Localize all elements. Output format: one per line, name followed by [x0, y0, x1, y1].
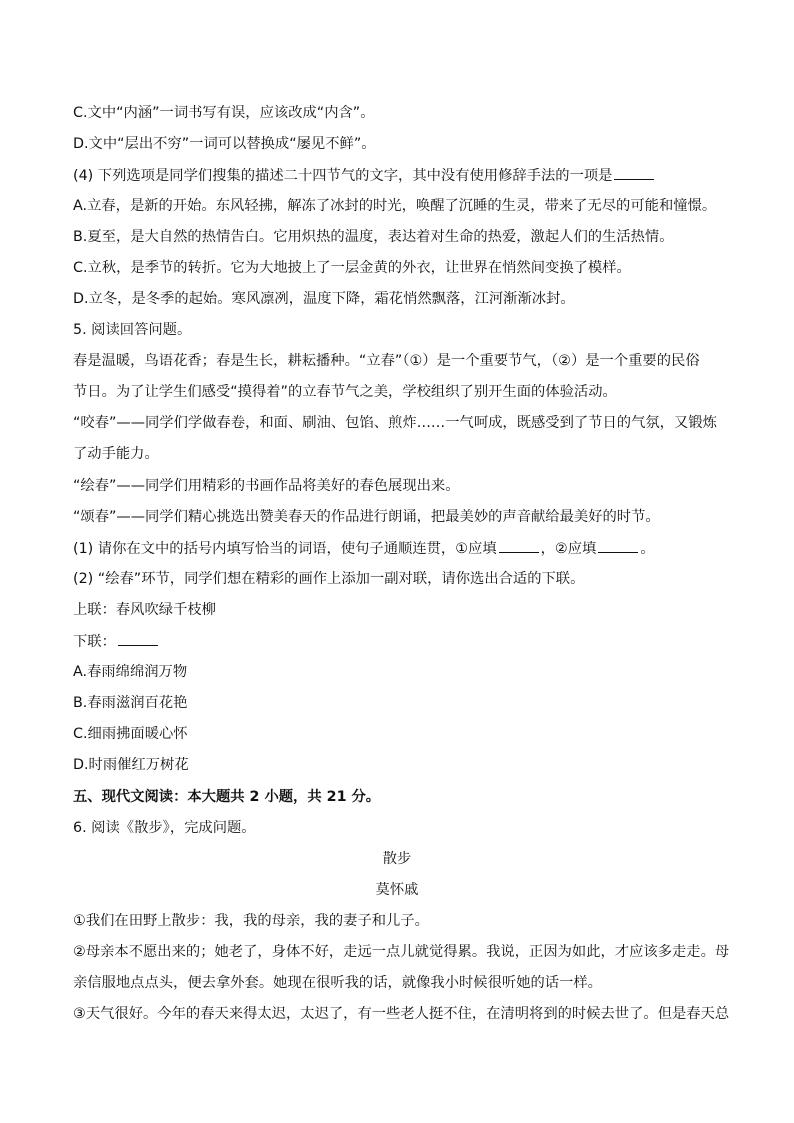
passage-line: “咬春”——同学们学做春卷，和面、刷油、包馅、煎炸……一气呵成，既感受到了节日的气氛，又锻炼 — [73, 415, 717, 431]
question-5-1 — [73, 538, 723, 559]
passage-line: “颂春”——同学们精心挑选出赞美春天的作品进行朗诵，把最美妙的声音献给最美好的时节。 — [73, 509, 660, 525]
answer-blank-2 — [598, 538, 638, 553]
couplet-lower — [73, 631, 723, 652]
option-b: B.夏至，是大自然的热情告白。它用炽热的温度，表达着对生命的热爱，激起人们的生活热情。 — [73, 229, 674, 245]
essay-paragraph: ③天气很好。今年的春天来得太迟，太迟了，有一些老人挺不住，在清明将到的时候去世了。但是春天总 — [73, 1006, 730, 1022]
passage-line: 节日。为了让学生们感受“摸得着”的立春节气之美，学校组织了别开生面的体验活动。 — [73, 384, 617, 400]
essay-paragraph: 亲信服地点点头，便去拿外套。她现在很听我的话，就像我小时候很听她的话一样。 — [73, 975, 602, 991]
couplet-lower-label: 下联： — [73, 634, 116, 650]
text-line: C.文中“内涵”一词书写有误，应该改成“内含”。 — [73, 105, 375, 121]
question-5-heading: 5. 阅读回答问题。 — [73, 322, 192, 338]
text-line: D.文中“层出不穷”一词可以替换成“屡见不鲜”。 — [73, 136, 376, 152]
question-5-2: (2) “绘春”环节，同学们想在精彩的画作上添加一副对联，请你选出合适的下联。 — [73, 571, 585, 587]
section-heading: 五、现代文阅读：本大题共 2 小题，共 21 分。 — [73, 789, 381, 805]
question-4-text: (4) 下列选项是同学们搜集的描述二十四节气的文字，其中没有使用修辞手法的一项是 — [73, 168, 613, 184]
question-6-heading: 6. 阅读《散步》，完成问题。 — [73, 820, 256, 836]
option-d: D.立冬，是冬季的起始。寒风凛冽，温度下降，霜花悄然飘落，江河渐渐冰封。 — [73, 291, 575, 307]
passage-line: 春是温暖，鸟语花香；春是生长，耕耘播种。“立春”（①）是一个重要节气，（②）是一个重要的民俗 — [73, 353, 700, 369]
question-4 — [73, 165, 723, 186]
option-c: C.立秋，是季节的转折。它为大地披上了一层金黄的外衣，让世界在悄然间变换了模样。 — [73, 260, 631, 276]
passage-line: 了动手能力。 — [73, 446, 159, 462]
couplet-option-d: D.时雨催红万树花 — [73, 757, 189, 773]
q1-prefix: (1) 请你在文中的括号内填写恰当的词语，使句子通顺连贯，①应填 — [73, 541, 497, 557]
q1-mid: ，②应填 — [540, 541, 597, 557]
q1-suffix: 。 — [640, 541, 655, 557]
essay-paragraph: ②母亲本不愿出来的；她老了，身体不好，走远一点儿就觉得累。我说，正因为如此，才应该多走走。母 — [73, 944, 730, 960]
essay-title: 散步 — [382, 851, 412, 867]
answer-blank — [118, 631, 158, 646]
couplet-option-b: B.春雨滋润百花艳 — [73, 695, 188, 711]
couplet-option-a: A.春雨绵绵润万物 — [73, 664, 188, 680]
essay-author: 莫怀戚 — [375, 882, 419, 898]
passage-line: “绘春”——同学们用精彩的书画作品将美好的春色展现出来。 — [73, 478, 460, 494]
option-a: A.立春，是新的开始。东风轻拂，解冻了冰封的时光，唤醒了沉睡的生灵，带来了无尽的可能和憧憬。 — [73, 198, 717, 214]
couplet-option-c: C.细雨拂面暖心怀 — [73, 726, 188, 742]
answer-blank-1 — [499, 538, 539, 553]
essay-paragraph: ①我们在田野上散步：我，我的母亲，我的妻子和儿子。 — [73, 913, 429, 929]
couplet-upper: 上联：春风吹绿千枝柳 — [73, 602, 216, 618]
answer-blank — [614, 165, 654, 180]
